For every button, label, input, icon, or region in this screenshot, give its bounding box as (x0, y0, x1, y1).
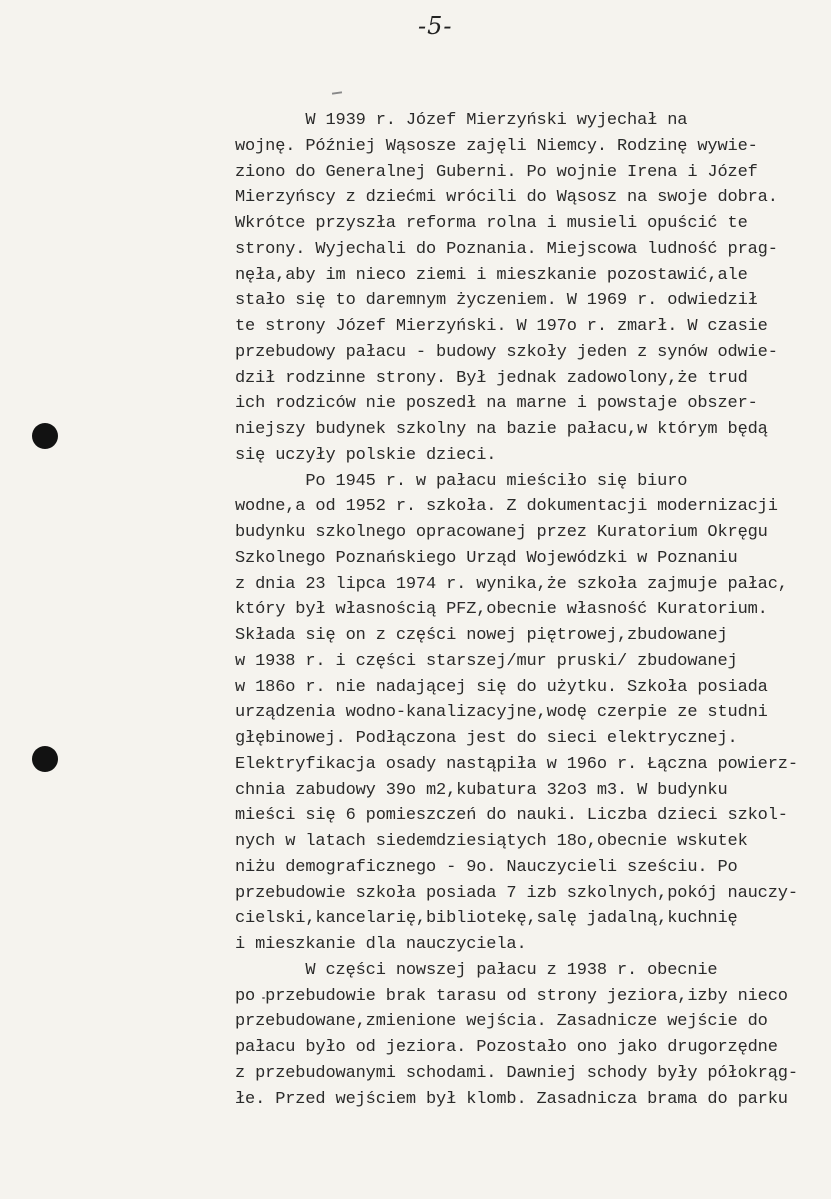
text-line: stało się to daremnym życzeniem. W 1969 r. odwiedził (235, 291, 758, 311)
text-line: te strony Józef Mierzyński. W 197o r. zmarł. W czasie (235, 317, 768, 336)
text-line: ziono do Generalnej Guberni. Po wojnie Irena i Józef (235, 162, 758, 182)
text-line: mieści się 6 pomieszczeń do nauki. Liczba dzieci szkol- (235, 806, 788, 826)
text-line: wojnę. Później Wąsosze zajęli Niemcy. Rodzinę wywie- (235, 136, 758, 156)
punch-hole-bottom (32, 746, 58, 772)
text-line: budynku szkolnego opracowanej przez Kuratorium Okręgu (235, 523, 768, 542)
typed-body-text (235, 108, 815, 1112)
text-line: przebudowie szkoła posiada 7 izb szkolnych,pokój nauczy- (235, 883, 798, 903)
text-line: przebudowane,zmienione wejścia. Zasadnicze wejście do (235, 1012, 768, 1032)
text-line: łe. Przed wejściem był klomb. Zasadnicza brama do parku (235, 1089, 788, 1109)
text-line: chnia zabudowy 39o m2,kubatura 32o3 m3. W budynku (235, 780, 728, 800)
text-line: niżu demograficznego - 9o. Nauczycieli sześciu. Po (235, 857, 738, 877)
text-line: i mieszkanie dla nauczyciela. (235, 935, 527, 954)
text-line: strony. Wyjechali do Poznania. Miejscowa ludność prag- (235, 239, 778, 259)
text-line: pałacu było od jeziora. Pozostało ono jako drugorzędne (235, 1038, 778, 1057)
text-line: po przebudowie brak tarasu od strony jeziora,izby nieco (235, 986, 788, 1006)
text-line: przebudowy pałacu - budowy szkoły jeden z synów odwie- (235, 342, 778, 362)
text-line: Wkrótce przyszła reforma rolna i musieli opuścić te (235, 214, 748, 233)
text-line: w 186o r. nie nadającej się do użytku. Szkoła posiada (235, 677, 768, 697)
text-line: ich rodziców nie poszedł na marne i powstaje obszer- (235, 394, 758, 414)
text-line: Mierzyńscy z dziećmi wrócili do Wąsosz na swoje dobra. (235, 188, 778, 208)
page-number: -5- (418, 12, 453, 40)
text-line: Elektryfikacja osady nastąpiła w 196o r. Łączna powierz- (235, 754, 798, 774)
text-line: urządzenia wodno-kanalizacyjne,wodę czerpie ze studni (235, 703, 768, 723)
text-line: z dnia 23 lipca 1974 r. wynika,że szkoła zajmuje pałac, (235, 574, 788, 594)
text-line: się uczyły polskie dzieci. (235, 445, 497, 465)
text-line: W 1939 r. Józef Mierzyński wyjechał na (235, 111, 688, 130)
punch-hole-top (32, 423, 58, 449)
text-line: nęła,aby im nieco ziemi i mieszkanie pozostawić,ale (235, 265, 748, 285)
text-line: Szkolnego Poznańskiego Urząd Wojewódzki w Poznaniu (235, 548, 738, 568)
text-line: W części nowszej pałacu z 1938 r. obecnie (235, 960, 718, 980)
text-line: z przebudowanymi schodami. Dawniej schody były półokrąg- (235, 1063, 798, 1083)
text-line: wodne,a od 1952 r. szkoła. Z dokumentacji modernizacji (235, 497, 778, 517)
text-line: Po 1945 r. w pałacu mieściło się biuro (235, 471, 688, 491)
text-line: cielski,kancelarię,bibliotekę,salę jadalną,kuchnię (235, 909, 738, 929)
text-line: dził rodzinne strony. Był jednak zadowolony,że trud (235, 368, 748, 388)
pen-mark (332, 91, 342, 94)
text-line: w 1938 r. i części starszej/mur pruski/ zbudowanej (235, 651, 738, 671)
text-line: który był własnością PFZ,obecnie własność Kuratorium. (235, 600, 768, 620)
text-line: Składa się on z części nowej piętrowej,zbudowanej (235, 626, 728, 645)
text-line: nych w latach siedemdziesiątych 18o,obecnie wskutek (235, 832, 748, 851)
text-line: niejszy budynek szkolny na bazie pałacu,w którym będą (235, 420, 768, 439)
text-line: głębinowej. Podłączona jest do sieci elektrycznej. (235, 729, 738, 748)
